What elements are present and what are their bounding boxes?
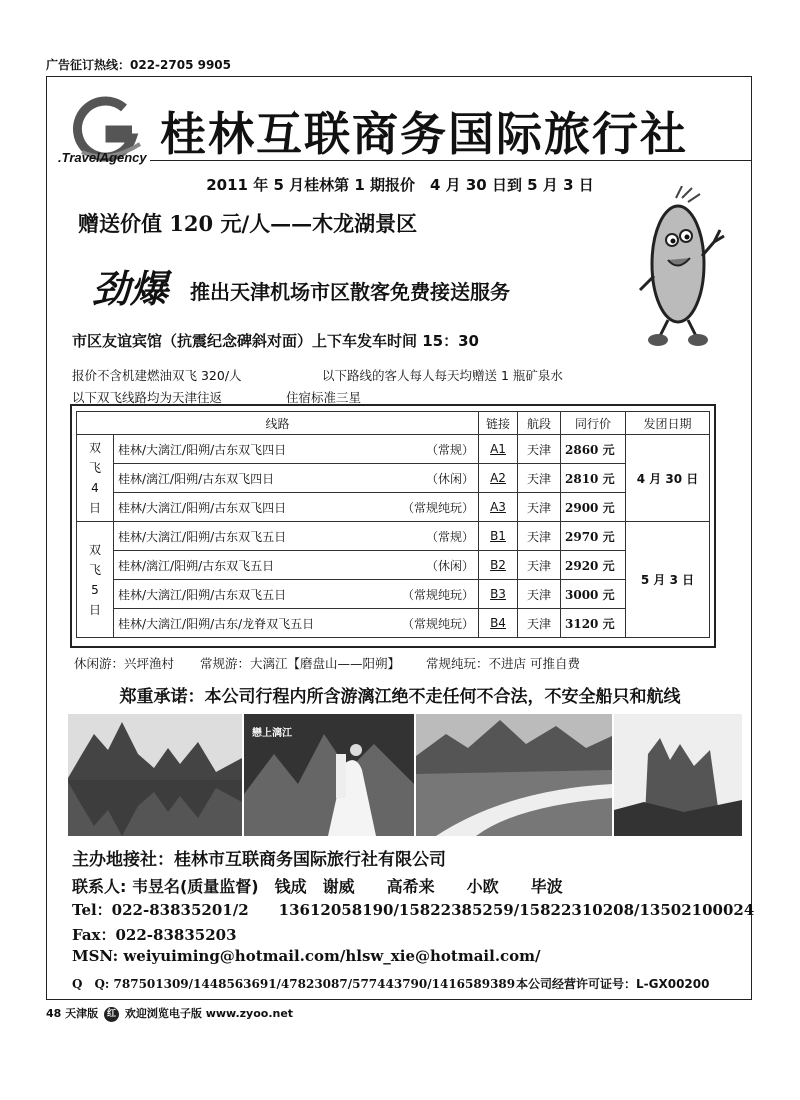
route-segment: 天津: [518, 464, 561, 493]
route-type: （常规）: [425, 529, 474, 544]
route-cell: [114, 580, 479, 609]
route-name: 桂林/大漓江/阳朔/古东/龙脊双飞五日: [118, 616, 315, 631]
table-row: [77, 609, 710, 638]
table-header-row: [77, 412, 710, 435]
table-row: [77, 551, 710, 580]
route-segment: 天津: [518, 609, 561, 638]
legend-regular: 常规游：大漓江【磨盘山——阳朔】: [200, 656, 401, 671]
route-table: [76, 411, 710, 638]
route-cell: [114, 435, 479, 464]
route-code-link[interactable]: B3: [479, 580, 518, 609]
header-date: 发团日期: [626, 412, 710, 435]
hot-prefix: 劲爆: [92, 266, 169, 311]
route-name: 桂林/大漓江/阳朔/古东双飞四日: [118, 442, 287, 457]
group-label: 双 飞 4 日: [77, 435, 114, 522]
karst-reflection-photo: [68, 714, 242, 836]
route-price: 3000 元: [561, 580, 626, 609]
route-cell: [114, 464, 479, 493]
route-price: 3120 元: [561, 609, 626, 638]
title-divider: [150, 160, 752, 161]
departure-date: 5 月 3 日: [626, 522, 710, 638]
route-code-link[interactable]: B4: [479, 609, 518, 638]
header-segment: 航段: [518, 412, 561, 435]
route-type: （常规纯玩）: [401, 587, 474, 602]
route-name: 桂林/漓江/阳朔/古东双飞四日: [118, 471, 275, 486]
roundtrip-note: 以下双飞线路均为天津往返: [72, 390, 223, 405]
table-row: [77, 435, 710, 464]
header-link: 链接: [479, 412, 518, 435]
license-number: 本公司经营许可证号：L-GX00200: [516, 977, 710, 991]
agency-title: 桂林互联商务国际旅行社: [160, 107, 688, 161]
route-price: 2860 元: [561, 435, 626, 464]
header-route: 线路: [77, 412, 479, 435]
contact-tel: Tel：022-83835201/2 13612058190/15822385259/15822310208/13502100024: [72, 901, 755, 919]
route-price: 2900 元: [561, 493, 626, 522]
water-note: 以下路线的客人每人每天均赠送 1 瓶矿泉水: [322, 368, 563, 383]
header-price: 同行价: [561, 412, 626, 435]
footer-text: 欢迎浏览电子版: [124, 1007, 202, 1020]
quote-period: 2011 年 5 月桂林第 1 期报价 4 月 30 日到 5 月 3 日: [206, 176, 594, 194]
route-segment: 天津: [518, 493, 561, 522]
route-segment: 天津: [518, 522, 561, 551]
rock-peak-photo: [614, 714, 742, 836]
route-cell: [114, 522, 479, 551]
table-row: [77, 522, 710, 551]
route-code-link[interactable]: A3: [479, 493, 518, 522]
route-code-link[interactable]: A2: [479, 464, 518, 493]
hotel-note: 住宿标准三星: [286, 390, 362, 405]
table-row: [77, 464, 710, 493]
route-price: 2810 元: [561, 464, 626, 493]
route-segment: 天津: [518, 551, 561, 580]
route-code-link[interactable]: B1: [479, 522, 518, 551]
route-code-link[interactable]: B2: [479, 551, 518, 580]
route-name: 桂林/漓江/阳朔/古东双飞五日: [118, 558, 275, 573]
page-number: 48: [46, 1007, 62, 1020]
contact-fax: Fax：022-83835203: [72, 926, 237, 944]
wedding-caption: 戀上漓江: [252, 728, 292, 739]
route-cell: [114, 609, 479, 638]
group-label: 双 飞 5 日: [77, 522, 114, 638]
route-name: 桂林/大漓江/阳朔/古东双飞五日: [118, 587, 287, 602]
route-code-link[interactable]: A1: [479, 435, 518, 464]
route-type: （常规）: [425, 442, 474, 457]
route-name: 桂林/大漓江/阳朔/古东双飞四日: [118, 500, 287, 515]
fish-mascot-icon: [636, 186, 726, 351]
fuel-note: 报价不含机建燃油双飞 320/人: [72, 368, 242, 383]
hot-offer: 推出天津机场市区散客免费接送服务: [190, 280, 510, 304]
logo-text: .TravelAgency: [58, 150, 147, 165]
gift-offer: 赠送价值 120 元/人——木龙湖景区: [78, 211, 418, 236]
river-photo: [416, 714, 612, 836]
departure-date: 4 月 30 日: [626, 435, 710, 522]
route-cell: [114, 551, 479, 580]
pickup-info: 市区友谊宾馆（抗震纪念碑斜对面）上下车发车时间 15：30: [72, 332, 479, 350]
legend-leisure: 休闲游：兴坪渔村: [74, 656, 175, 671]
route-cell: [114, 493, 479, 522]
tour-legend: [74, 654, 602, 672]
table-row: [77, 580, 710, 609]
footer-url[interactable]: www.zyoo.net: [205, 1007, 294, 1020]
contact-people: 联系人: 韦昱名(质量监督) 钱成 谢威 高希来 小欧 毕波: [72, 877, 563, 896]
route-type: （休闲）: [425, 558, 474, 573]
page-footer: [46, 1005, 293, 1022]
table-row: [77, 493, 710, 522]
edition-badge-icon: 红: [104, 1007, 119, 1022]
route-segment: 天津: [518, 580, 561, 609]
route-price: 2920 元: [561, 551, 626, 580]
route-type: （休闲）: [425, 471, 474, 486]
contact-msn: MSN: weiyuiming@hotmail.com/hlsw_xie@hotmail.com/: [72, 947, 541, 965]
route-type: （常规纯玩）: [401, 616, 474, 631]
route-type: （常规纯玩）: [401, 500, 474, 515]
contact-qq: Q Q: 787501309/1448563691/47823087/577443790/1416589389: [72, 977, 516, 991]
host-agency: 主办地接社：桂林市互联商务国际旅行社有限公司: [72, 850, 446, 870]
legend-pure: 常规纯玩：不进店 可推自费: [426, 656, 580, 671]
route-price: 2970 元: [561, 522, 626, 551]
edition-label: 天津版: [65, 1007, 99, 1020]
route-name: 桂林/大漓江/阳朔/古东双飞五日: [118, 529, 287, 544]
route-segment: 天津: [518, 435, 561, 464]
ad-hotline: 广告征订热线：022-2705 9905: [46, 58, 232, 72]
safety-promise: 郑重承诺：本公司行程内所含游漓江绝不走任何不合法，不安全船只和航线: [119, 687, 681, 707]
wedding-photo: [244, 714, 414, 836]
